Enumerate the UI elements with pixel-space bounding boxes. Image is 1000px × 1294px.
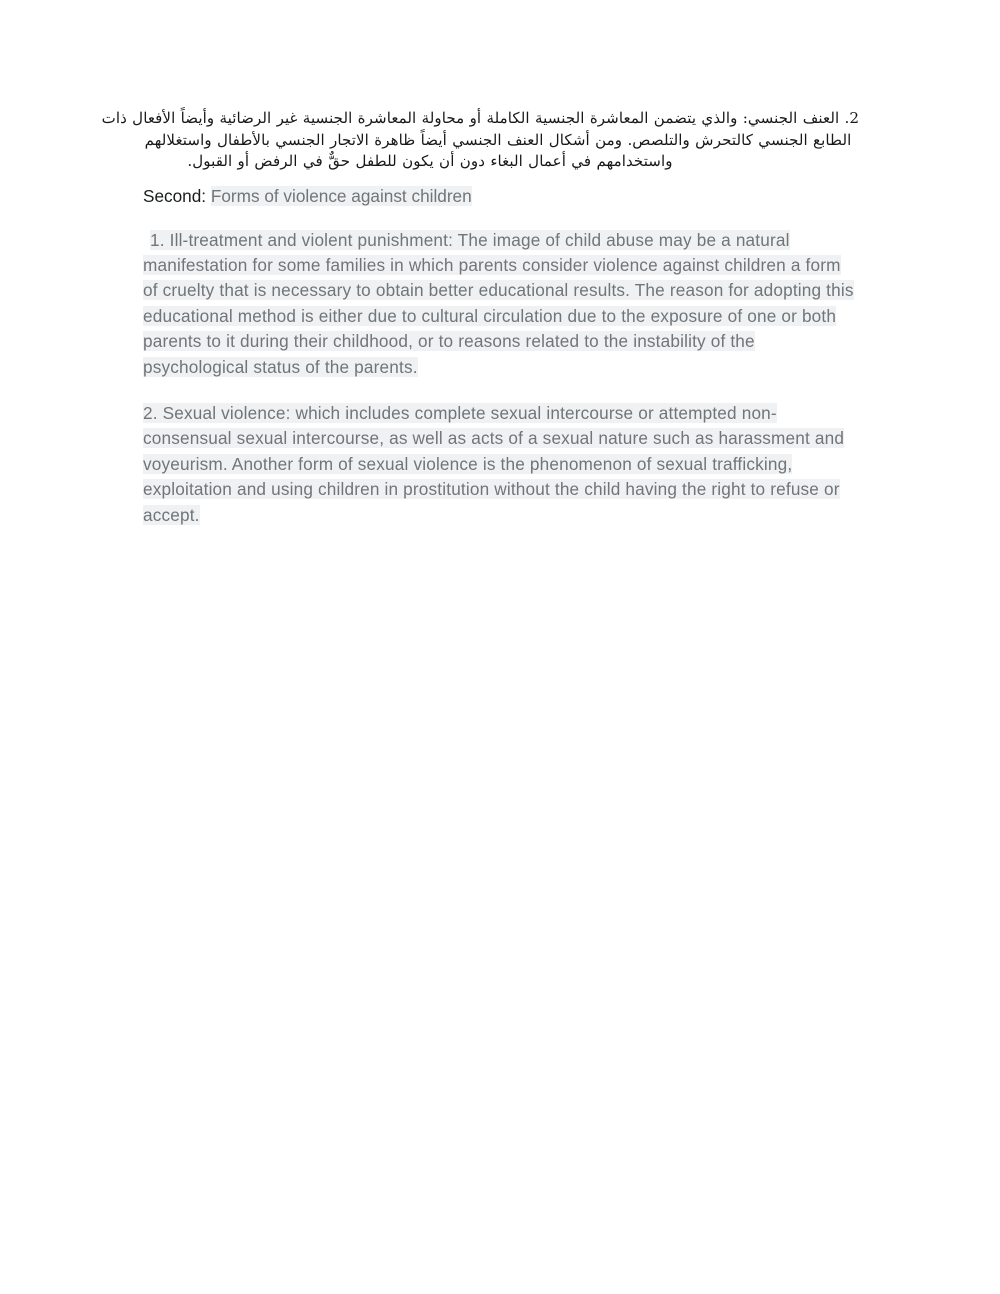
arabic-line-1: 2. العنف الجنسي: والذي يتضمن المعاشرة الجنسية الكاملة أو محاولة المعاشرة الجنسية غير الرضائية وأيضاً الأفعال ذات xyxy=(101,109,859,127)
arabic-line-2: الطابع الجنسي كالتحرش والتلصص. ومن أشكال العنف الجنسي أيضاً ظاهرة الاتجار الجنسي بالأطفال واستغلالهم xyxy=(144,130,852,149)
section-heading-separator: : xyxy=(201,185,211,206)
section-heading-lead: Second xyxy=(143,185,202,206)
translated-paragraph-1-text: 1. Ill-treatment and violent punishment: The image of child abuse may be a natural manifestation for some families in which parents consider violence against children a form of cruelty that is necessary to obtain better educational results. The reason for adopting this educational method is either due to cultural circulation due to the exposure of one or both parents to it during their childhood, or to reasons related to the instability of the psychological status of the parents. xyxy=(143,229,854,377)
translated-paragraph-2-text: 2. Sexual violence: which includes complete sexual intercourse or attempted non-consensual sexual intercourse, as well as acts of a sexual nature such as harassment and voyeurism. Another form of sexual violence is the phenomenon of sexual trafficking, exploitation and using children in prostitution without the child having the right to refuse or accept. xyxy=(143,402,845,525)
arabic-paragraph xyxy=(101,108,859,173)
translated-paragraph-1 xyxy=(143,228,859,380)
section-heading xyxy=(143,184,859,208)
section-heading-rest: Forms of violence against children xyxy=(210,185,472,206)
arabic-line-3: واستخدامهم في أعمال البغاء دون أن يكون للطفل حقٌّ في الرفض أو القبول. xyxy=(187,152,673,170)
document-content xyxy=(101,108,859,528)
translated-paragraph-2 xyxy=(143,401,859,528)
